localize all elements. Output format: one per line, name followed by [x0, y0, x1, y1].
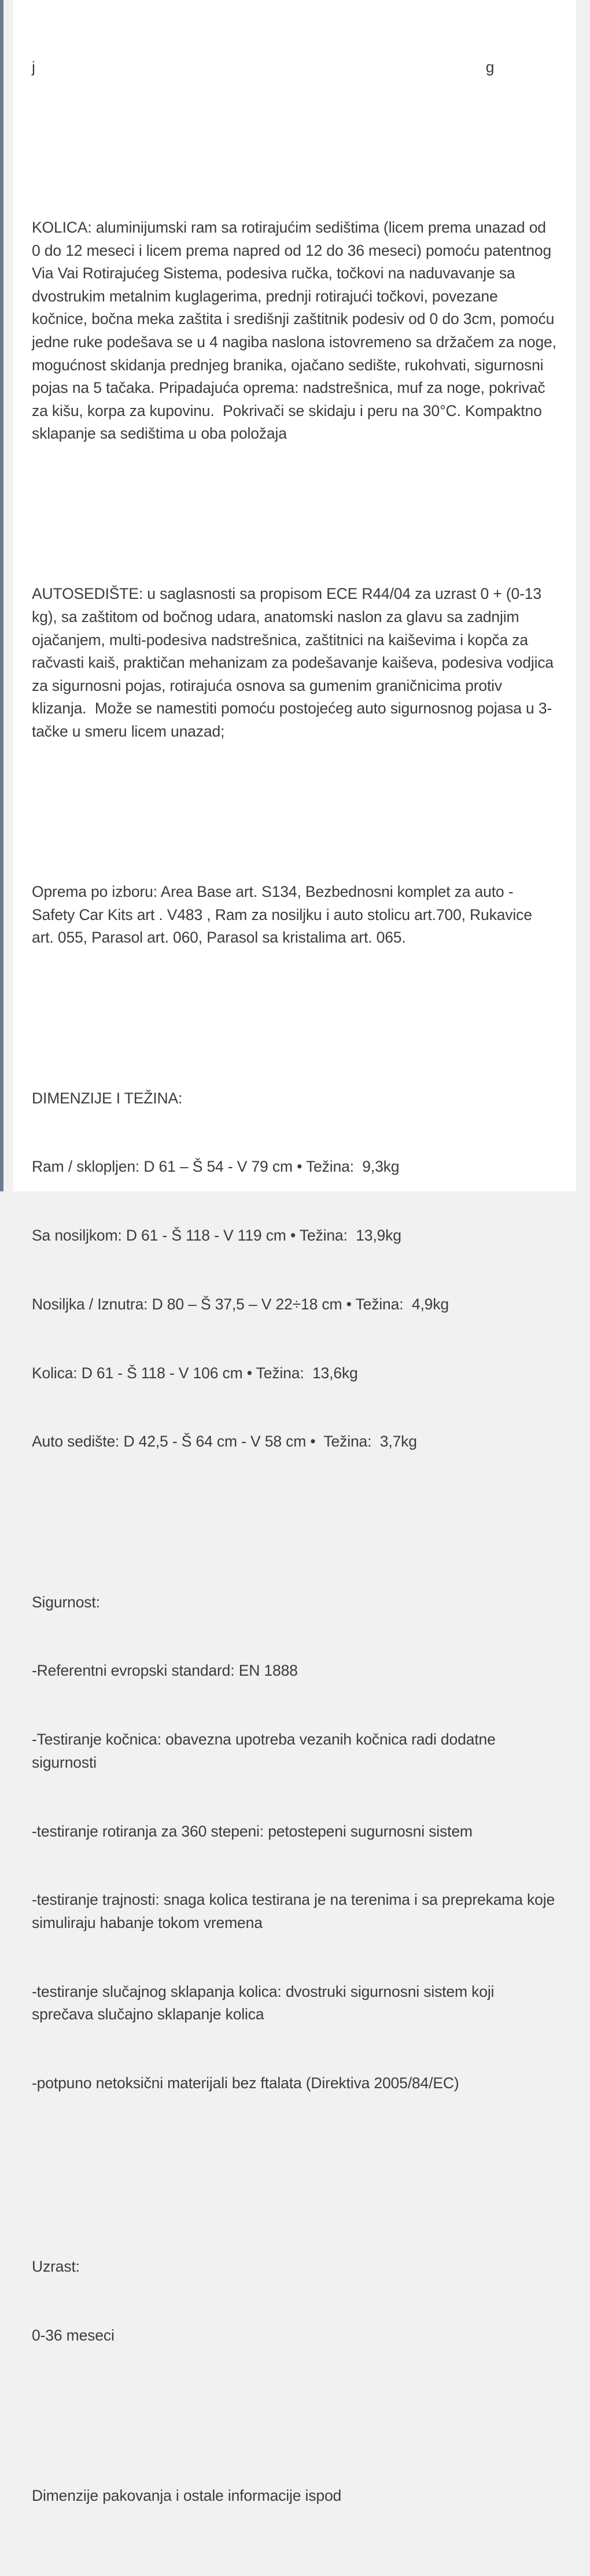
spacer	[32, 2141, 556, 2187]
paragraph-kolica: KOLICA: aluminijumski ram sa rotirajućim sedištima (licem prema unazad od 0 do 12 meseci i licem prema napred od 12 do 36 meseci) pomoću patentnog Via Vai Rotirajućeg Sistema, podesiva ručka, točkovi na naduvavanje sa dvostrukim metalnim kuglagerima, prednji rotirajući točkovi, povezane kočnice, bočna meka zaštita i središnji zaštitnik podesiv od 0 do 3cm, pomoću jedne ruke podešava se u 4 nagiba naslona istovremeno sa držačem za noge, mogućnost skidanja prednjeg branika, ojačano sedište, rukohvati, sigurnosni pojas na 5 tačaka. Pripadajuća oprema: nadstrešnica, muf za noge, pokrivač za kišu, korpa za kupovinu. Pokrivači se skidaju i peru na 30°C. Kompaktno sklapanje sa sedištima u oba položaja	[32, 218, 561, 443]
safety-item: -Testiranje kočnica: obavezna upotreba vezanih kočnica radi dodatne sigurnosti	[32, 1731, 500, 1771]
dimensions-row: Auto sedište: D 42,5 - Š 64 cm - V 58 cm • Težina: 3,7kg	[32, 1433, 417, 1451]
spacer	[32, 995, 556, 1018]
spacer	[32, 125, 556, 148]
safety-item: -Referentni evropski standard: EN 1888	[32, 1662, 298, 1680]
dimensions-row: Ram / sklopljen: D 61 – Š 54 - V 79 cm • Težina: 9,3kg	[32, 1158, 400, 1176]
paragraph-oprema-po-izboru: Oprema po izboru: Area Base art. S134, Bezbednosni komplet za auto - Safety Car Kits art . V483 , Ram za nosiljku i auto stolicu art.700, Rukavice art. 055, Parasol art. 060, Parasol sa kristalima art. 065.	[32, 883, 537, 947]
clipped-line-below: Dimenzije pakovanja i ostale informacije ispod	[32, 2486, 342, 2504]
spacer	[32, 789, 556, 812]
safety-item: -testiranje slučajnog sklapanja kolica: dvostruki sigurnosni sistem koji sprečava slučajno sklapanje kolica	[32, 1982, 499, 2023]
product-description	[13, 0, 576, 2576]
dimensions-row: Nosiljka / Iznutra: D 80 – Š 37,5 – V 22÷18 cm • Težina: 4,9kg	[32, 1295, 449, 1313]
spacer	[32, 491, 556, 514]
dimensions-row: Kolica: D 61 - Š 118 - V 106 cm • Težina: 13,6kg	[32, 1364, 358, 1382]
safety-item: -potpuno netoksični materijali bez ftalata (Direktiva 2005/84/EC)	[32, 2074, 459, 2092]
spacer	[32, 2393, 556, 2416]
spacer	[32, 1499, 556, 1522]
dimensions-row: Sa nosiljkom: D 61 - Š 118 - V 119 cm • Težina: 13,9kg	[32, 1227, 401, 1245]
content-sheet	[13, 0, 576, 2504]
left-gutter	[3, 0, 13, 1191]
safety-item: -testiranje rotiranja za 360 stepeni: petostepeni sugurnosni sistem	[32, 1822, 473, 1840]
clipped-line-above: j g	[32, 58, 495, 76]
age-value: 0-36 meseci	[32, 2326, 115, 2344]
dimensions-heading: DIMENZIJE I TEŽINA:	[32, 1089, 183, 1107]
age-heading: Uzrast:	[32, 2257, 80, 2275]
right-gutter	[576, 0, 590, 1191]
paragraph-autosediste: AUTOSEDIŠTE: u saglasnosti sa propisom ECE R44/04 za uzrast 0 + (0-13 kg), sa zaštitom od bočnog udara, anatomski naslon za glavu sa zadnjim ojačanjem, multi-podesiva nadstrešnica, zaštitnici na kaiševima i kopča za račvasti kaiš, praktičan mehanizam za podešavanje kaiševa, podesiva vodjica za sigurnosni pojas, rotirajuća osnova sa gumenim graničnicima protiv klizanja. Može se namestiti pomoću postojećeg auto sigurnosnog pojasa u 3-tačke u smeru licem unazad;	[32, 585, 558, 740]
safety-item: -testiranje trajnosti: snaga kolica testirana je na terenima i sa preprekama koje simuliraju habanje tokom vremena	[32, 1891, 559, 1931]
safety-heading: Sigurnost:	[32, 1593, 100, 1611]
